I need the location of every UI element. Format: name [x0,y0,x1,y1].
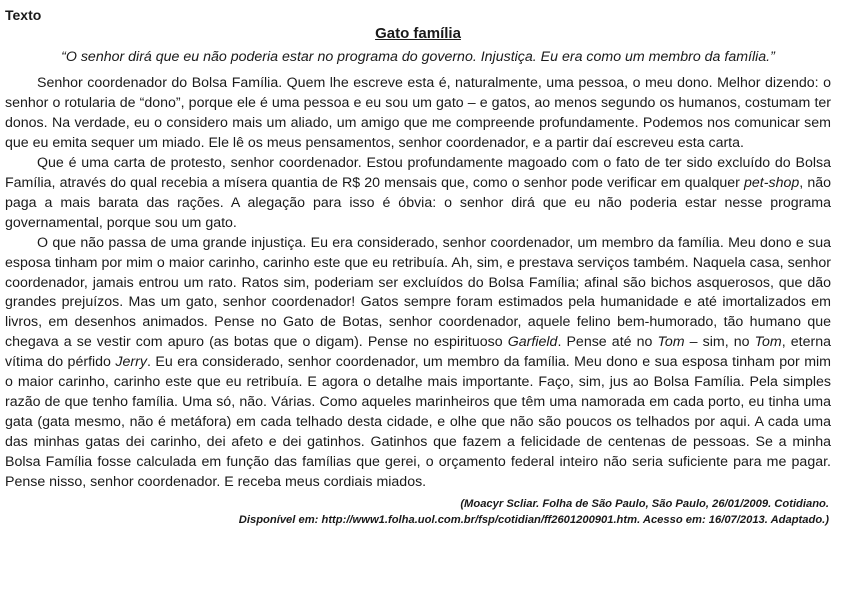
name-jerry: Jerry [115,354,147,371]
source-line-1: (Moacyr Scliar. Folha de São Paulo, São Paulo, 26/01/2009. Cotidiano. [460,498,829,511]
paragraph-2-part-a: Que é uma carta de protesto, senhor coordenador. Estou profundamente magoado com o fato de ter sido excluído do Bolsa Família, através do qual recebia a mísera quantia de R$ 20 mensais que, como o senhor pode verificar em qualquer [5,154,831,191]
paragraph-3-part-c: – sim, no [684,334,755,351]
paragraph-3 [5,234,831,493]
paragraph-2-part-b: , não paga a mais barata das rações. A alegação para isso é óbvia: o senhor dirá que eu não poderia estar nesse programa governamental, porque sou um gato. [5,174,832,231]
name-garfield: Garfield [507,334,558,351]
text-body [5,74,831,493]
paragraph-3-part-b: . Pense até no [557,334,658,351]
paragraph-3-part-a: O que não passa de uma grande injustiça. Eu era considerado, senhor coordenador, um membro da família. Meu dono e sua esposa tinham por mim o maior carinho, carinho este que eu retribuía. Ah, sim, e prestava serviços também. Naquela casa, senhor coordenador, jamais entrou um rato. Ratos sim, poderiam ser excluídos do Bolsa Família; afinal são bichos asquerosos, que dão grandes prejuízos. Mas um gato, senhor coordenador! Gatos sempre foram estimados pela humanidade e até imortalizados em livros, em desenhos animados. Pense no Gato de Botas, senhor coordenador, aquele felino bem-humorado, tão humano que chegava a se vestir com apuro (as botas que o digam). Pense no espirituoso [5,234,831,351]
source-line-2: Disponível em: http://www1.folha.uol.com.br/fsp/cotidian/ff2601200901.htm. Acesso em: 16/07/2013. Adaptado.) [238,514,829,527]
paragraph-2 [5,154,831,234]
name-tom-2: Tom [754,334,782,351]
name-tom-1: Tom [657,334,685,351]
paragraph-3-part-e: . Eu era considerado, senhor coordenador, um membro da família. Meu dono e sua esposa tinham por mim o maior carinho, carinho este que eu retribuía. E agora o detalhe mais importante. Faço, sim, jus ao Bolsa Família. Pela simples razão de que tenho família. Uma só, não. Várias. Como aqueles marinheiros que têm uma namorada em cada porto, eu tinha uma gata (gata mesmo, não é metáfora) em cada telhado desta cidade, e olhe que não são poucos os telhados por aqui. A cada uma das minhas gatas dei carinho, dei afeto e dei gatinhos. Gatinhos que fazem a felicidade de centenas de pessoas. Se a minha Bolsa Família fosse calculada em função das famílias que gerei, o orçamento federal inteiro não seria suficiente para me pagar. Pense nisso, senhor coordenador. E receba meus cordiais miados. [5,354,832,491]
text-title: Gato família [375,25,461,42]
paragraph-1: Senhor coordenador do Bolsa Família. Quem lhe escreve esta é, naturalmente, uma pessoa, o meu dono. Melhor dizendo: o senhor o rotularia de “dono”, porque ele é uma pessoa e eu sou um gato – e gatos, ao menos segundo os humanos, costumam ter donos. Na verdade, eu o considero mais um aliado, um amigo que me compreende profundamente. Podemos nos comunicar sem que eu emita sequer um miado. Ele lê os meus pensamentos, senhor coordenador, e a partir daí escreveu esta carta. [5,75,831,151]
section-label: Texto [5,7,42,23]
epigraph-quote: “O senhor dirá que eu não poderia estar no programa do governo. Injustiça. Eu era como um membro da família.” [61,49,775,65]
source-citation [5,496,831,528]
paragraph-3-part-d: , eterna vítima do pérfido [5,334,831,371]
term-pet-shop: pet-shop [744,174,800,191]
